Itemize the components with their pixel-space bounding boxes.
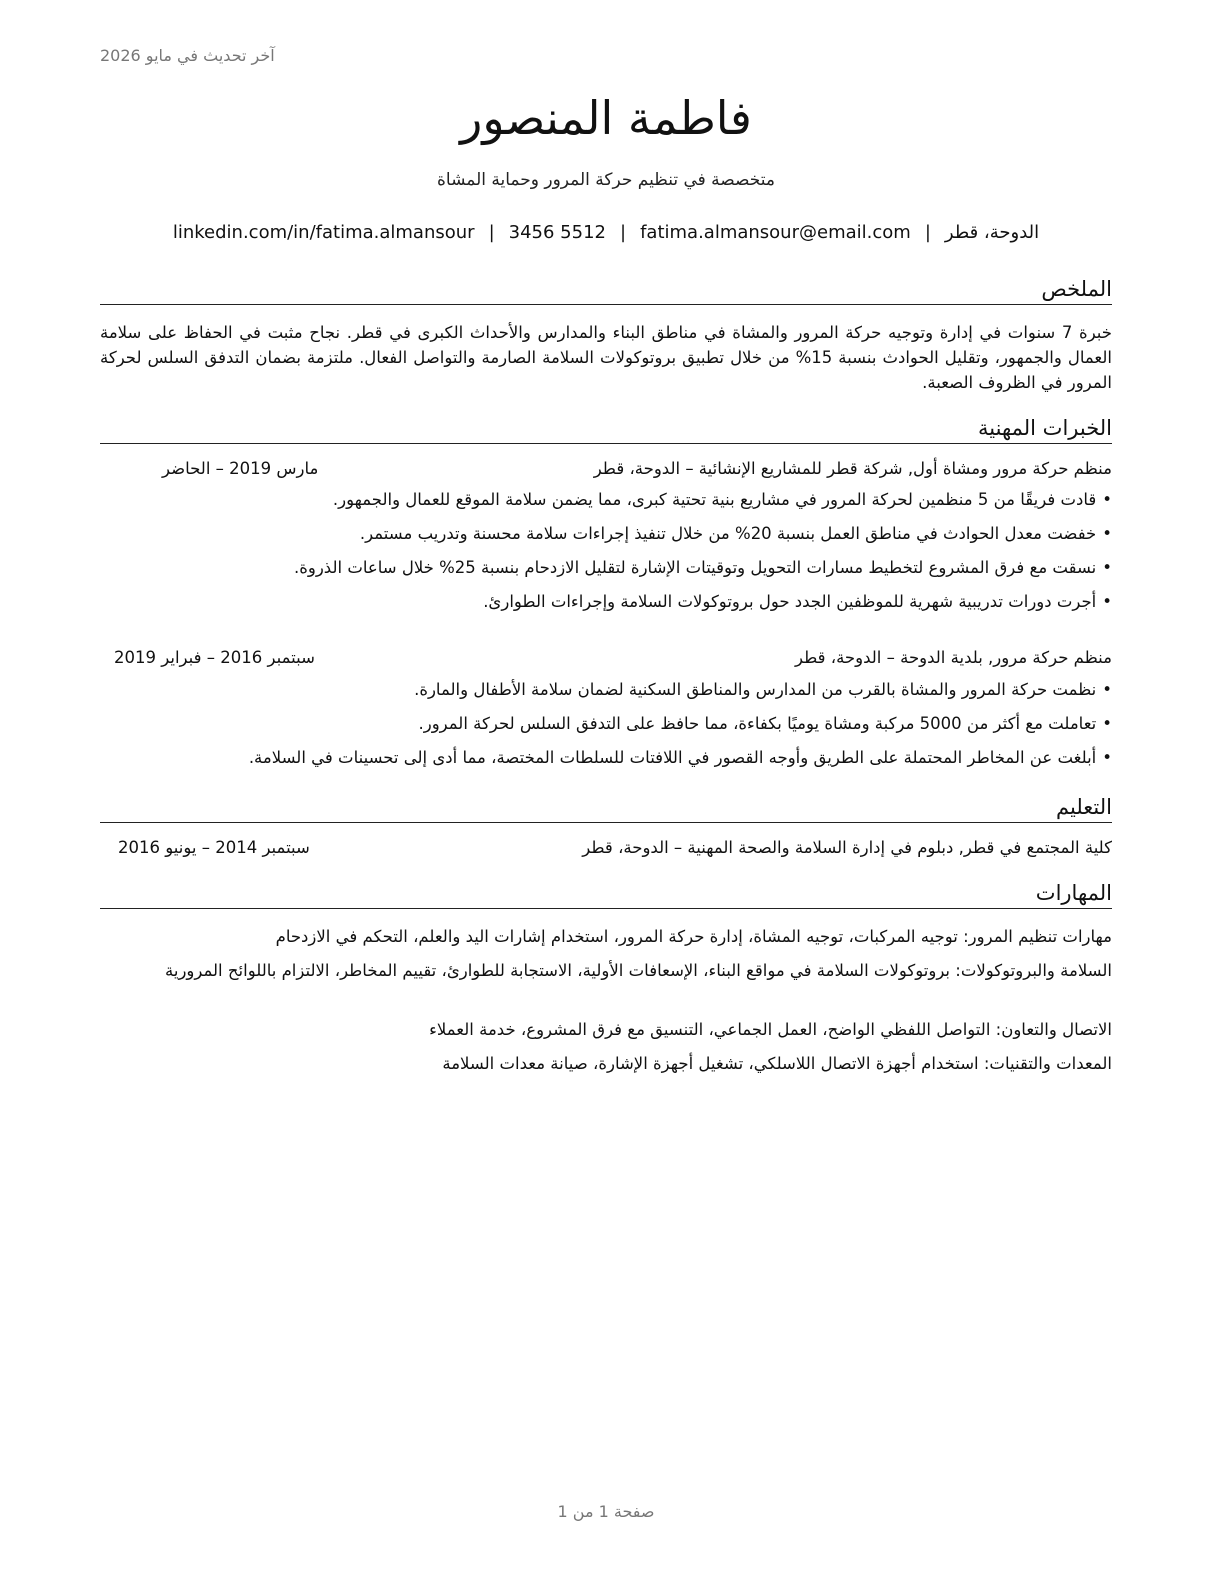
candidate-name: فاطمة المنصور: [460, 91, 752, 145]
bullet-text: أبلغت عن المخاطر المحتملة على الطريق وأوجه القصور في اللافتات للسلطات المختصة، مما أدى إلى تحسينات في السلامة.: [248, 748, 1097, 767]
education-dates: سبتمبر 2014 – يونيو 2016: [118, 838, 310, 857]
list-item: •تعاملت مع أكثر من 5000 مركبة ومشاة يوميًا بكفاءة، مما حافظ على التدفق السلس لحركة المرور.: [418, 714, 1112, 733]
summary-text: خبرة 7 سنوات في إدارة وتوجيه حركة المرور والمشاة في مناطق البناء والمدارس والأحداث الكبرى في قطر. نجاح مثبت في الحفاظ على سلامة العمال والجمهور، وتقليل الحوادث بنسبة 15% من خلال تطبيق بروتوكولات السلامة الصارمة والتواصل الفعال. ملتزمة بضمان التدفق السلس لحركة المرور في الظروف الصعبة.: [100, 323, 1112, 392]
page-number: صفحة 1 من 1: [557, 1502, 655, 1521]
list-item: •قادت فريقًا من 5 منظمين لحركة المرور في مشاريع بنية تحتية كبرى، مما يضمن سلامة الموقع للعمال والجمهور.: [332, 490, 1112, 509]
job-role: منظم حركة مرور ومشاة أول, شركة قطر للمشاريع الإنشائية – الدوحة، قطر: [593, 459, 1112, 478]
education-entry: [100, 838, 1112, 864]
contact-separator: |: [620, 222, 627, 243]
list-item: •نظمت حركة المرور والمشاة بالقرب من المدارس والمناطق السكنية لضمان سلامة الأطفال والمارة.: [414, 680, 1112, 699]
section-title-education: التعليم: [100, 794, 1112, 823]
job-header: [100, 648, 1112, 674]
skill-line: الاتصال والتعاون: التواصل اللفظي الواضح، العمل الجماعي، التنسيق مع فرق المشروع، خدمة العملاء: [429, 1020, 1112, 1039]
contact-location: الدوحة، قطر: [944, 222, 1040, 243]
candidate-headline: متخصصة في تنظيم حركة المرور وحماية المشاة: [437, 170, 775, 190]
skill-line: المعدات والتقنيات: استخدام أجهزة الاتصال اللاسلكي، تشغيل أجهزة الإشارة، صيانة معدات السلامة: [442, 1054, 1112, 1073]
bullet-text: أجرت دورات تدريبية شهرية للموظفين الجدد حول بروتوكولات السلامة وإجراءات الطوارئ.: [483, 592, 1097, 611]
job-dates: سبتمبر 2016 – فبراير 2019: [114, 648, 315, 667]
list-item: •نسقت مع فرق المشروع لتخطيط مسارات التحويل وتوقيتات الإشارة لتقليل الازدحام بنسبة 25% خلال ساعات الذروة.: [293, 558, 1112, 577]
job-header: [100, 459, 1112, 485]
list-item: •خفضت معدل الحوادث في مناطق العمل بنسبة 20% من خلال تنفيذ إجراءات سلامة محسنة وتدريب مستمر.: [359, 524, 1112, 543]
contact-linkedin-link[interactable]: linkedin.com/in/fatima.almansour: [172, 222, 475, 243]
bullet-text: تعاملت مع أكثر من 5000 مركبة ومشاة يوميًا بكفاءة، مما حافظ على التدفق السلس لحركة المرور.: [418, 714, 1097, 733]
job-role: منظم حركة مرور, بلدية الدوحة – الدوحة، قطر: [794, 648, 1112, 667]
bullet-text: نظمت حركة المرور والمشاة بالقرب من المدارس والمناطق السكنية لضمان سلامة الأطفال والمارة.: [414, 680, 1097, 699]
job-bullets: [100, 488, 1112, 624]
contact-separator: |: [924, 222, 931, 243]
last-updated-note: آخر تحديث في مايو 2026: [100, 46, 275, 65]
job-dates: مارس 2019 – الحاضر: [162, 459, 319, 478]
bullet-text: خفضت معدل الحوادث في مناطق العمل بنسبة 20% من خلال تنفيذ إجراءات سلامة محسنة وتدريب مستمر.: [359, 524, 1097, 543]
bullet-text: قادت فريقًا من 5 منظمين لحركة المرور في مشاريع بنية تحتية كبرى، مما يضمن سلامة الموقع للعمال والجمهور.: [332, 490, 1097, 509]
skill-line: مهارات تنظيم المرور: توجيه المركبات، توجيه المشاة، إدارة حركة المرور، استخدام إشارات اليد والعلم، التحكم في الازدحام: [275, 927, 1112, 946]
skill-line: السلامة والبروتوكولات: بروتوكولات السلامة في مواقع البناء، الإسعافات الأولية، الاستجابة للطوارئ، تقييم المخاطر، الالتزام باللوائح المرورية: [165, 961, 1112, 980]
section-title-skills: المهارات: [100, 880, 1112, 909]
list-item: •أجرت دورات تدريبية شهرية للموظفين الجدد حول بروتوكولات السلامة وإجراءات الطوارئ.: [483, 592, 1112, 611]
contact-line: [100, 222, 1112, 243]
section-title-summary: الملخص: [100, 276, 1112, 305]
section-title-experience: الخبرات المهنية: [100, 415, 1112, 444]
contact-email-link[interactable]: fatima.almansour@email.com: [640, 222, 911, 243]
job-bullets: [100, 678, 1112, 780]
list-item: •أبلغت عن المخاطر المحتملة على الطريق وأوجه القصور في اللافتات للسلطات المختصة، مما أدى إلى تحسينات في السلامة.: [248, 748, 1112, 767]
bullet-text: نسقت مع فرق المشروع لتخطيط مسارات التحويل وتوقيتات الإشارة لتقليل الازدحام بنسبة 25% خلال ساعات الذروة.: [293, 558, 1097, 577]
education-institution: كلية المجتمع في قطر, دبلوم في إدارة السلامة والصحة المهنية – الدوحة، قطر: [582, 838, 1112, 857]
contact-separator: |: [488, 222, 495, 243]
resume-page: [100, 0, 1112, 1584]
contact-phone[interactable]: 3456 5512: [508, 222, 606, 243]
